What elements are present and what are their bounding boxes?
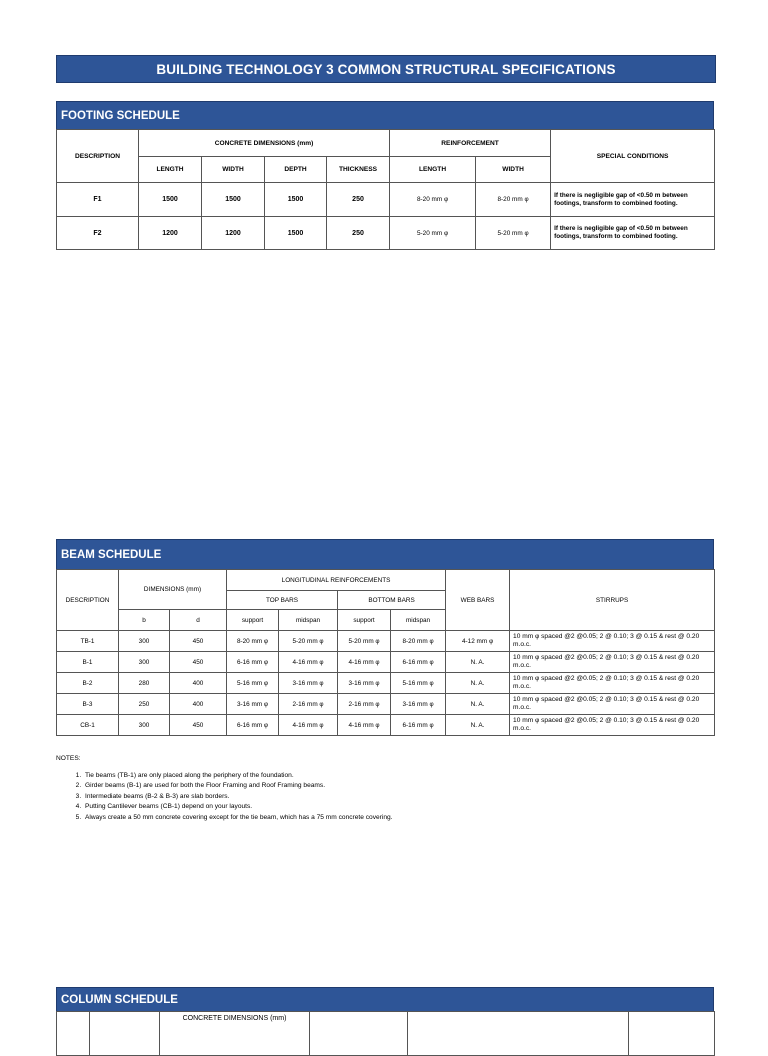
footing-schedule-heading: FOOTING SCHEDULE xyxy=(56,101,714,129)
beam-d: 450 xyxy=(170,652,227,673)
footing-header-reinforcement: REINFORCEMENT xyxy=(390,130,551,157)
beam-description: B-2 xyxy=(57,673,119,694)
beam-d: 450 xyxy=(170,715,227,736)
beam-bottom-midspan: 8-20 mm φ xyxy=(391,631,446,652)
footing-table xyxy=(56,129,715,250)
footing-special-conditions: If there is negligible gap of <0.50 m between footings, transform to combined footing. xyxy=(551,183,715,217)
footing-length: 1500 xyxy=(139,183,202,217)
column-schedule-heading: COLUMN SCHEDULE xyxy=(56,987,714,1011)
beam-d: 400 xyxy=(170,694,227,715)
footing-depth: 1500 xyxy=(265,183,327,217)
footing-header-concrete-dimensions: CONCRETE DIMENSIONS (mm) xyxy=(139,130,390,157)
column-header-cell xyxy=(629,1012,715,1056)
footing-header-reinforcement-width: WIDTH xyxy=(476,157,551,183)
footing-reinforcement-length: 8-20 mm φ xyxy=(390,183,476,217)
footing-description: F2 xyxy=(57,217,139,250)
beam-table xyxy=(56,569,715,736)
column-schedule xyxy=(56,987,714,1056)
beam-b: 280 xyxy=(119,673,170,694)
footing-special-conditions: If there is negligible gap of <0.50 m between footings, transform to combined footing. xyxy=(551,217,715,250)
beam-top-support: 6-16 mm φ xyxy=(227,652,279,673)
table-row xyxy=(57,631,715,652)
beam-description: CB-1 xyxy=(57,715,119,736)
footing-description: F1 xyxy=(57,183,139,217)
beam-header-dimensions: DIMENSIONS (mm) xyxy=(119,570,227,610)
beam-top-midspan: 4-16 mm φ xyxy=(279,715,338,736)
notes-label: NOTES: xyxy=(56,755,81,762)
note-item: 4. Putting Cantilever beams (CB-1) depend on your layouts. xyxy=(83,802,714,813)
table-row xyxy=(57,183,715,217)
footing-width: 1200 xyxy=(202,217,265,250)
note-item: 5. Always create a 50 mm concrete covering except for the tie beam, which has a 75 mm concrete covering. xyxy=(83,813,714,824)
beam-bottom-support: 2-16 mm φ xyxy=(338,694,391,715)
footing-width: 1500 xyxy=(202,183,265,217)
table-row xyxy=(57,694,715,715)
beam-header-top-support: support xyxy=(227,610,279,631)
beam-web-bars: N. A. xyxy=(446,673,510,694)
beam-bottom-midspan: 6-16 mm φ xyxy=(391,652,446,673)
footing-header-thickness: THICKNESS xyxy=(327,157,390,183)
beam-b: 300 xyxy=(119,652,170,673)
beam-header-top-midspan: midspan xyxy=(279,610,338,631)
beam-header-b: b xyxy=(119,610,170,631)
beam-d: 400 xyxy=(170,673,227,694)
beam-description: B-1 xyxy=(57,652,119,673)
beam-schedule-heading: BEAM SCHEDULE xyxy=(56,539,714,569)
column-header-cell xyxy=(408,1012,629,1056)
beam-bottom-support: 5-20 mm φ xyxy=(338,631,391,652)
beam-bottom-midspan: 6-16 mm φ xyxy=(391,715,446,736)
beam-stirrups: 10 mm φ spaced @2 @0.05; 2 @ 0.10; 3 @ 0.15 & rest @ 0.20 m.o.c. xyxy=(510,694,715,715)
table-row xyxy=(57,673,715,694)
footing-thickness: 250 xyxy=(327,217,390,250)
beam-header-web-bars: WEB BARS xyxy=(446,570,510,631)
table-row xyxy=(57,652,715,673)
beam-header-d: d xyxy=(170,610,227,631)
beam-web-bars: N. A. xyxy=(446,715,510,736)
beam-header-longitudinal: LONGITUDINAL REINFORCEMENTS xyxy=(227,570,446,591)
beam-stirrups: 10 mm φ spaced @2 @0.05; 2 @ 0.10; 3 @ 0.15 & rest @ 0.20 m.o.c. xyxy=(510,652,715,673)
beam-top-midspan: 4-16 mm φ xyxy=(279,652,338,673)
footing-reinforcement-width: 5-20 mm φ xyxy=(476,217,551,250)
footing-schedule xyxy=(56,101,714,250)
column-header-cell xyxy=(57,1012,90,1056)
column-header-cell xyxy=(310,1012,408,1056)
footing-header-depth: DEPTH xyxy=(265,157,327,183)
beam-bottom-midspan: 3-16 mm φ xyxy=(391,694,446,715)
table-row xyxy=(57,715,715,736)
footing-reinforcement-length: 5-20 mm φ xyxy=(390,217,476,250)
beam-header-stirrups: STIRRUPS xyxy=(510,570,715,631)
note-item: 2. Girder beams (B-1) are used for both the Floor Framing and Roof Framing beams. xyxy=(83,781,714,792)
beam-b: 300 xyxy=(119,715,170,736)
beam-d: 450 xyxy=(170,631,227,652)
footing-thickness: 250 xyxy=(327,183,390,217)
footing-length: 1200 xyxy=(139,217,202,250)
beam-web-bars: N. A. xyxy=(446,652,510,673)
beam-top-support: 6-16 mm φ xyxy=(227,715,279,736)
beam-schedule xyxy=(56,539,714,736)
note-item: 3. Intermediate beams (B-2 & B-3) are slab borders. xyxy=(83,792,714,803)
table-row xyxy=(57,217,715,250)
beam-web-bars: N. A. xyxy=(446,694,510,715)
beam-header-bottom-midspan: midspan xyxy=(391,610,446,631)
footing-header-description: DESCRIPTION xyxy=(57,130,139,183)
beam-stirrups: 10 mm φ spaced @2 @0.05; 2 @ 0.10; 3 @ 0.15 & rest @ 0.20 m.o.c. xyxy=(510,631,715,652)
beam-web-bars: 4-12 mm φ xyxy=(446,631,510,652)
footing-reinforcement-width: 8-20 mm φ xyxy=(476,183,551,217)
beam-header-bottom-bars: BOTTOM BARS xyxy=(338,591,446,610)
footing-header-special-conditions: SPECIAL CONDITIONS xyxy=(551,130,715,183)
beam-top-support: 3-16 mm φ xyxy=(227,694,279,715)
beam-header-bottom-support: support xyxy=(338,610,391,631)
beam-bottom-support: 3-16 mm φ xyxy=(338,673,391,694)
note-item: 1. Tie beams (TB-1) are only placed along the periphery of the foundation. xyxy=(83,771,714,782)
footing-depth: 1500 xyxy=(265,217,327,250)
notes xyxy=(56,754,714,823)
beam-top-support: 5-16 mm φ xyxy=(227,673,279,694)
column-header-cell xyxy=(90,1012,160,1056)
beam-description: TB-1 xyxy=(57,631,119,652)
column-header-concrete-dimensions: CONCRETE DIMENSIONS (mm) xyxy=(160,1012,310,1056)
beam-top-midspan: 3-16 mm φ xyxy=(279,673,338,694)
footing-header-reinforcement-length: LENGTH xyxy=(390,157,476,183)
beam-bottom-support: 4-16 mm φ xyxy=(338,652,391,673)
beam-bottom-midspan: 5-16 mm φ xyxy=(391,673,446,694)
beam-top-midspan: 2-16 mm φ xyxy=(279,694,338,715)
beam-header-top-bars: TOP BARS xyxy=(227,591,338,610)
page-title: BUILDING TECHNOLOGY 3 COMMON STRUCTURAL SPECIFICATIONS xyxy=(56,55,716,83)
beam-b: 300 xyxy=(119,631,170,652)
column-table xyxy=(56,1011,715,1056)
beam-top-support: 8-20 mm φ xyxy=(227,631,279,652)
footing-header-width: WIDTH xyxy=(202,157,265,183)
beam-header-description: DESCRIPTION xyxy=(57,570,119,631)
beam-stirrups: 10 mm φ spaced @2 @0.05; 2 @ 0.10; 3 @ 0.15 & rest @ 0.20 m.o.c. xyxy=(510,715,715,736)
beam-b: 250 xyxy=(119,694,170,715)
notes-list xyxy=(56,771,714,824)
beam-description: B-3 xyxy=(57,694,119,715)
footing-header-length: LENGTH xyxy=(139,157,202,183)
beam-stirrups: 10 mm φ spaced @2 @0.05; 2 @ 0.10; 3 @ 0.15 & rest @ 0.20 m.o.c. xyxy=(510,673,715,694)
beam-top-midspan: 5-20 mm φ xyxy=(279,631,338,652)
beam-bottom-support: 4-16 mm φ xyxy=(338,715,391,736)
